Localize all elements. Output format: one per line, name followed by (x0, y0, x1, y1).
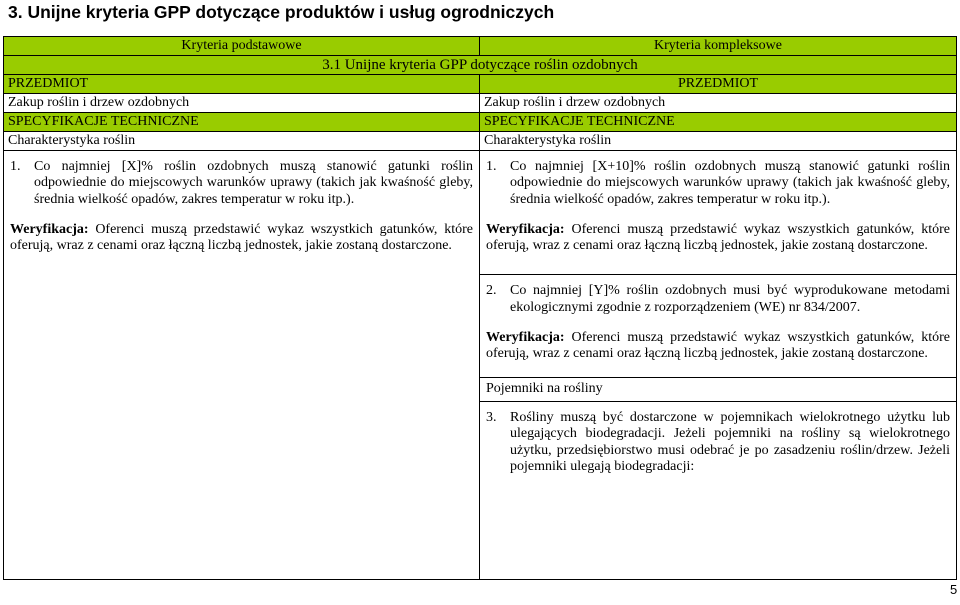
criterion-item: 1. Co najmniej [X+10]% roślin ozdobnych muszą stanowić gatunki roślin odpowiednie do miejscowych warunków uprawy (takich jak kwaśność gleby, średnia wielkość opadów, zakres temperatur w roku itp.). (486, 159, 950, 207)
subject-right: Zakup roślin i drzew ozdobnych (480, 94, 957, 113)
przedmiot-row (4, 75, 957, 94)
characteristics-left: Charakterystyka roślin (4, 132, 480, 151)
verification-paragraph: Weryfikacja: Oferenci muszą przedstawić wykaz wszystkich gatunków, które oferują, wraz z cenami oraz łączną liczbą jednostek, jakie zostaną dostarczone. (10, 221, 473, 254)
criterion-item: 2. Co najmniej [Y]% roślin ozdobnych musi być wyprodukowane metodami ekologicznymi zgodnie z rozporządzeniem (WE) nr 834/2007. (486, 283, 950, 315)
spec-label-left: SPECYFIKACJE TECHNICZNE (4, 113, 480, 132)
subject-row (4, 94, 957, 113)
przedmiot-label-right: PRZEDMIOT (480, 75, 957, 94)
comprehensive-content-cell (480, 151, 957, 580)
subsection-title: 3.1 Unijne kryteria GPP dotyczące roślin ozdobnych (4, 56, 957, 75)
criteria-table (3, 36, 957, 580)
przedmiot-label-left: PRZEDMIOT (4, 75, 480, 94)
spec-label-right: SPECYFIKACJE TECHNICZNE (480, 113, 957, 132)
comprehensive-criteria-header: Kryteria kompleksowe (480, 37, 957, 56)
criterion-item: 1. Co najmniej [X]% roślin ozdobnych muszą stanowić gatunki roślin odpowiednie do miejscowych warunków uprawy (takich jak kwaśność gleby, średnia wielkość opadów, zakres temperatur w roku itp.). (10, 159, 473, 207)
characteristics-right: Charakterystyka roślin (480, 132, 957, 151)
containers-heading: Pojemniki na rośliny (480, 377, 956, 402)
section-heading: 3. Unijne kryteria GPP dotyczące produktów i usług ogrodniczych (8, 2, 555, 22)
criterion-2-block (480, 274, 956, 362)
basic-criteria-header: Kryteria podstawowe (4, 37, 480, 56)
page-number: 5 (950, 582, 958, 597)
criterion-item: 3. Rośliny muszą być dostarczone w pojemnikach wielokrotnego użytku lub ulegających biodegradacji. Jeżeli pojemniki na rośliny są wielokrotnego użytku, przedsiębiorstwo musi odebrać je po zasadzeniu roślin/drzew. Jeżeli pojemniki ulegają biodegradacji: (486, 409, 950, 474)
subject-left: Zakup roślin i drzew ozdobnych (4, 94, 480, 113)
spec-row (4, 113, 957, 132)
verification-paragraph: Weryfikacja: Oferenci muszą przedstawić wykaz wszystkich gatunków, które oferują, wraz z cenami oraz łączną liczbą jednostek, jakie zostaną dostarczone. (486, 330, 950, 362)
content-row (4, 151, 957, 580)
verification-paragraph: Weryfikacja: Oferenci muszą przedstawić wykaz wszystkich gatunków, które oferują, wraz z cenami oraz łączną liczbą jednostek, jakie zostaną dostarczone. (486, 221, 950, 254)
basic-content-cell (4, 151, 480, 580)
subtitle-row (4, 56, 957, 75)
criteria-type-row (4, 37, 957, 56)
characteristics-row (4, 132, 957, 151)
